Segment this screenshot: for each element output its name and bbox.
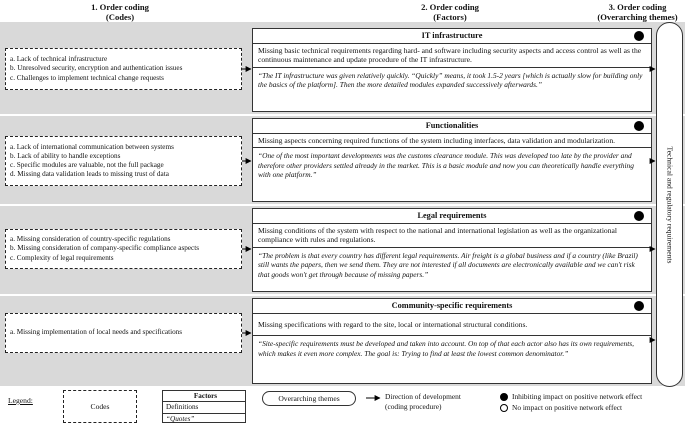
header-factors-sub: (Factors) [433, 12, 467, 22]
factor-definition: Missing aspects concerning required functions of the system including interfaces, data validation and modularization. [253, 134, 651, 148]
factor-quote: “Site-specific requirements must be developed and taken into account. On top of that each actor also has its own requirements, which makes it even more complex. The goal is: Trying to find at least the lowest common denominator.” [253, 335, 651, 361]
code-item: b. Lack of ability to handle exceptions [10, 151, 121, 160]
factor-definition: Missing basic technical requirements regarding hard- and software including security aspects and access control as well as the continuous maintenance and update procedure of the IT infrastructure. [253, 44, 651, 68]
legend-factors-title: Factors [163, 391, 245, 402]
legend-direction-line2: (coding procedure) [385, 401, 442, 411]
no-impact-icon [500, 404, 508, 412]
code-item: c. Challenges to implement technical change requests [10, 73, 164, 82]
legend-factors-quotes: “Quotes” [166, 414, 195, 423]
legend-factors-definitions: Definitions [163, 402, 245, 413]
header-factors-title: 2. Order coding [421, 2, 479, 12]
factor-quote: “One of the most important developments was the customs clearance module. This was developed too late by the provider and therefore other providers settled already in the market. This is a basic module and now you can theoretically handle everything with one platform.” [258, 151, 634, 180]
overarching-theme-label: Technical and regulatory requirements [665, 146, 674, 263]
factor-definition: Missing conditions of the system with respect to the national and international legislation as well as the organizational compliance with rules and regulations. [253, 224, 651, 248]
code-item: d. Missing data validation leads to missing trust of data [10, 170, 169, 179]
legend-inhibiting [500, 392, 642, 402]
code-item: c. Complexity of legal requirements [10, 253, 114, 262]
legend-direction-line1: Direction of development [385, 392, 461, 401]
inhibiting-impact-icon [500, 393, 508, 401]
legend-codes-label: Codes [90, 402, 110, 411]
code-item: b. Unresolved security, encryption and authentication issues [10, 64, 183, 73]
code-item: c. Specific modules are valuable, not the full package [10, 161, 164, 169]
header-codes-title: 1. Order coding [91, 2, 149, 12]
header-themes-title: 3. Order coding [608, 2, 667, 12]
legend-label: Legend: [8, 396, 33, 405]
factor-quote: “The problem is that every country has different legal requirements. Air freight is a global business and if a country (like Brazil) still wants the papers, then we send them. They are not interested if all documents are electronically available and we can't risk that goods won't get through because of missing papers.” [258, 250, 638, 279]
header-themes-sub: (Overarching themes) [597, 12, 678, 22]
factor-title: Legal requirements [253, 209, 651, 224]
code-item: a. Lack of technical infrastructure [10, 55, 108, 64]
header-codes-sub: (Codes) [105, 12, 135, 22]
code-item: a. Missing implementation of local needs and specifications [10, 328, 183, 337]
code-item: a. Lack of international communication between systems [10, 142, 174, 151]
factor-quote: “The IT infrastructure was given relatively quickly. “Quickly” means, it took 1.5-2 years [which is actually slow for building only the basics of the platform]. Then the more detailed modules expanded successively afterwards.” [258, 70, 643, 90]
factor-definition: Missing specifications with regard to the site, local or international structural conditions. [258, 320, 528, 329]
legend-no-impact [500, 403, 622, 413]
legend-no-impact-label: No impact on positive network effect [512, 403, 623, 412]
legend-inhibiting-label: Inhibiting impact on positive network effect [512, 392, 643, 401]
legend-codes [63, 390, 137, 423]
code-item: a. Missing consideration of country-specific regulations [10, 235, 171, 244]
factor-title: IT infrastructure [253, 29, 651, 44]
factor-title: Community-specific requirements [253, 299, 651, 314]
legend-overarching: Overarching themes [262, 391, 356, 406]
legend-factors [162, 390, 246, 423]
legend-direction [385, 392, 461, 411]
factor-title: Functionalities [253, 119, 651, 134]
code-item: b. Missing consideration of company-specific compliance aspects [10, 244, 200, 253]
